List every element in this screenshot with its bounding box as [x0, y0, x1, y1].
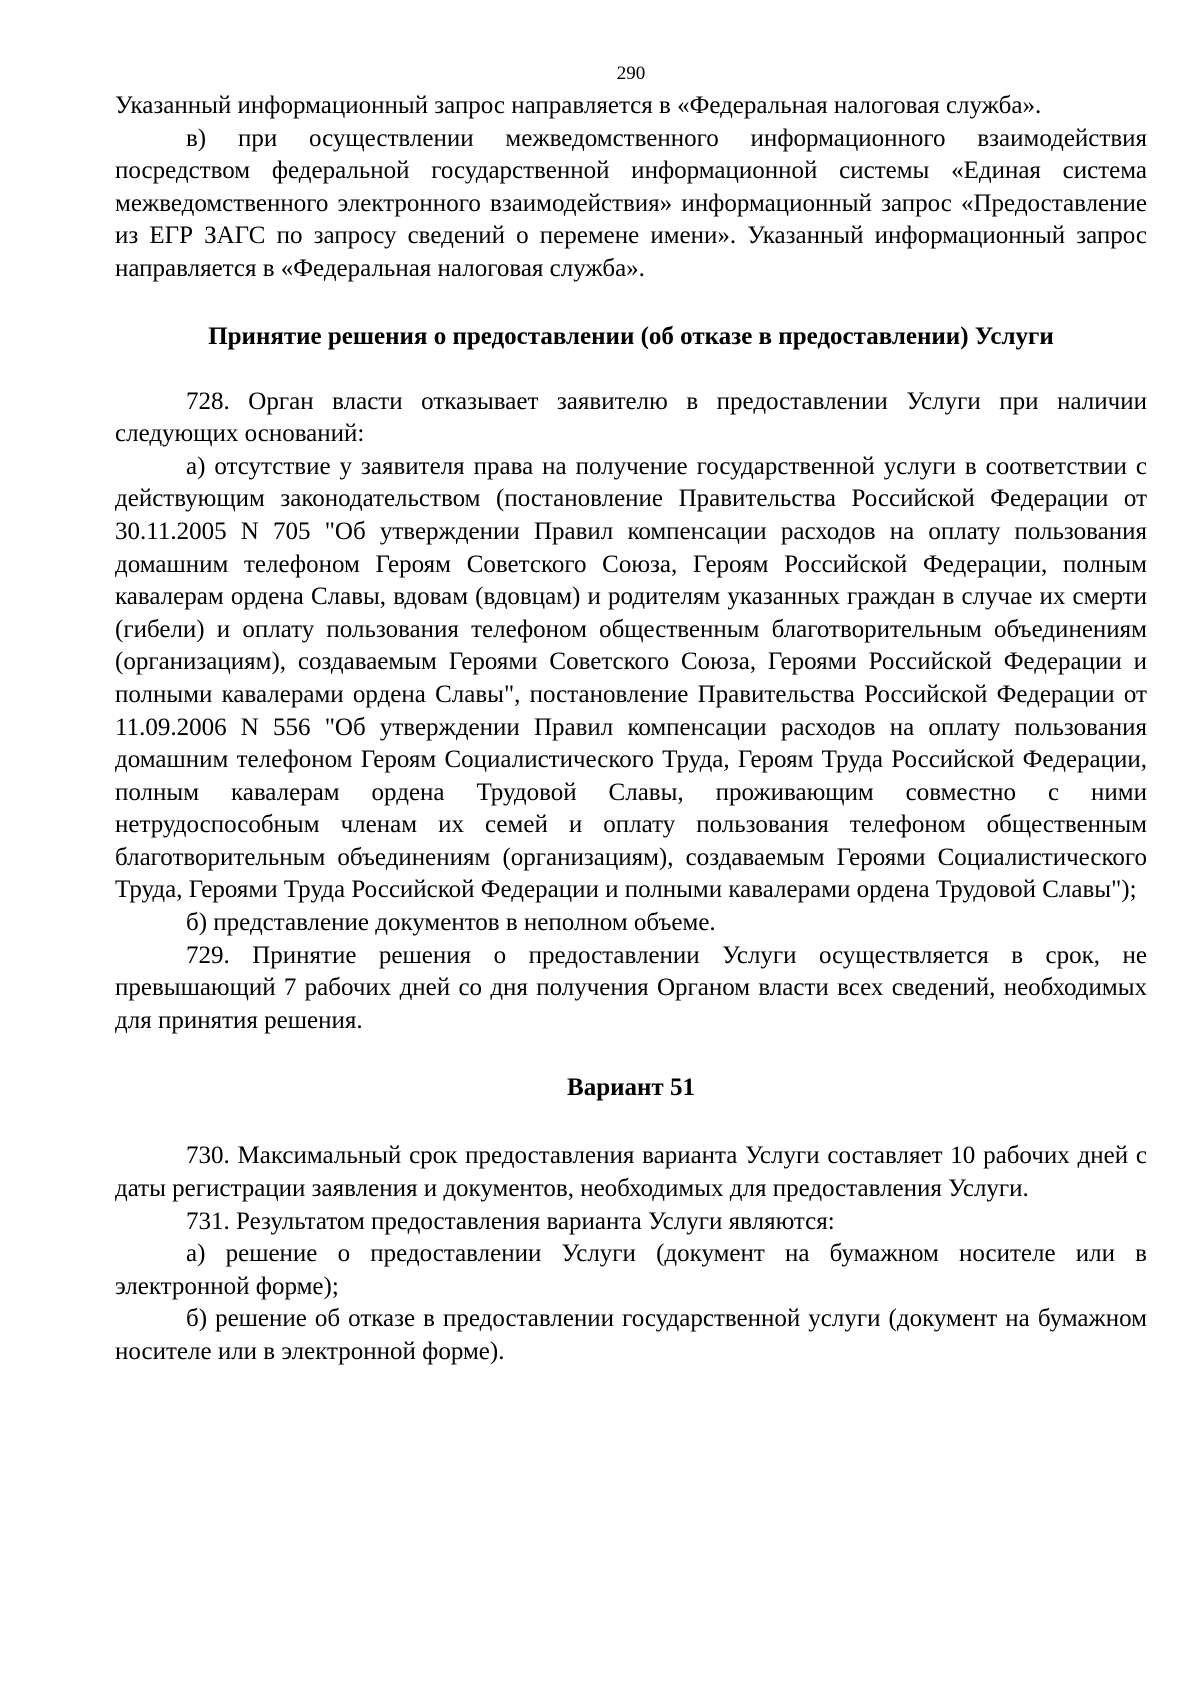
section-heading-variant-51: Вариант 51 [567, 1074, 695, 1102]
paragraph-728-item-b: б) представление документов в неполном объеме. [186, 909, 716, 937]
paragraph-731: 731. Результатом предоставления варианта Услуги являются: [186, 1207, 835, 1235]
document-page [115, 62, 1147, 1369]
paragraph-728-item-a: а) отсутствие у заявителя права на получение государственной услуги в соответствии с действующим законодательством (постановление Правительства Российской Федерации от 30.11.2005 N 705 "Об утверждении Правил компенсации расходов на оплату пользования домашним телефоном Героям Советского Союза, Героям Российской Федерации, полным кавалерам ордена Славы, вдовам (вдовцам) и родителям указанных граждан в случае их смерти (гибели) и оплату пользования телефоном общественным благотворительным объединениям (организациям), создаваемым Героями Советского Союза, Героями Российской Федерации и полными кавалерами ордена Славы", постановление Правительства Российской Федерации от 11.09.2006 N 556 "Об утверждении Правил компенсации расходов на оплату пользования домашним телефоном Героям Социалистического Труда, Героям Труда Российской Федерации, полным кавалерам ордена Трудовой Славы, проживающим совместно с ними нетрудоспособным членам их семей и оплату пользования телефоном общественным благотворительным объединениям (организациям), создаваемым Героями Социалистического Труда, Героями Труда Российской Федерации и полными кавалерами ордена Трудовой Славы"); [115, 452, 1147, 904]
page-number: 290 [616, 63, 646, 84]
paragraph-731-item-b: б) решение об отказе в предоставлении государственной услуги (документ на бумажном носителе или в электронной форме). [115, 1305, 1147, 1365]
paragraph-731-item-a: а) решение о предоставлении Услуги (документ на бумажном носителе или в электронной форме); [115, 1240, 1147, 1300]
paragraph-fns-request-1: Указанный информационный запрос направляется в «Федеральная налоговая служба». [115, 92, 1042, 119]
section-heading-decision: Принятие решения о предоставлении (об отказе в предоставлении) Услуги [208, 322, 1054, 350]
paragraph-728: 728. Орган власти отказывает заявителю в предоставлении Услуги при наличии следующих оснований: [115, 387, 1147, 448]
paragraph-730: 730. Максимальный срок предоставления варианта Услуги составляет 10 рабочих дней с даты регистрации заявления и документов, необходимых для предоставления Услуги. [115, 1142, 1147, 1203]
paragraph-729: 729. Принятие решения о предоставлении Услуги осуществляется в срок, не превышающий 7 рабочих дней со дня получения Органом власти всех сведений, необходимых для принятия решения. [115, 941, 1147, 1034]
paragraph-item-v-interaction: в) при осуществлении межведомственного информационного взаимодействия посредством федеральной государственной информационной системы «Единая система межведомственного электронного взаимодействия» информационный запрос «Предоставление из ЕГР ЗАГС по запросу сведений о перемене имени». Указанный информационный запрос направляется в «Федеральная налоговая служба». [115, 124, 1147, 282]
